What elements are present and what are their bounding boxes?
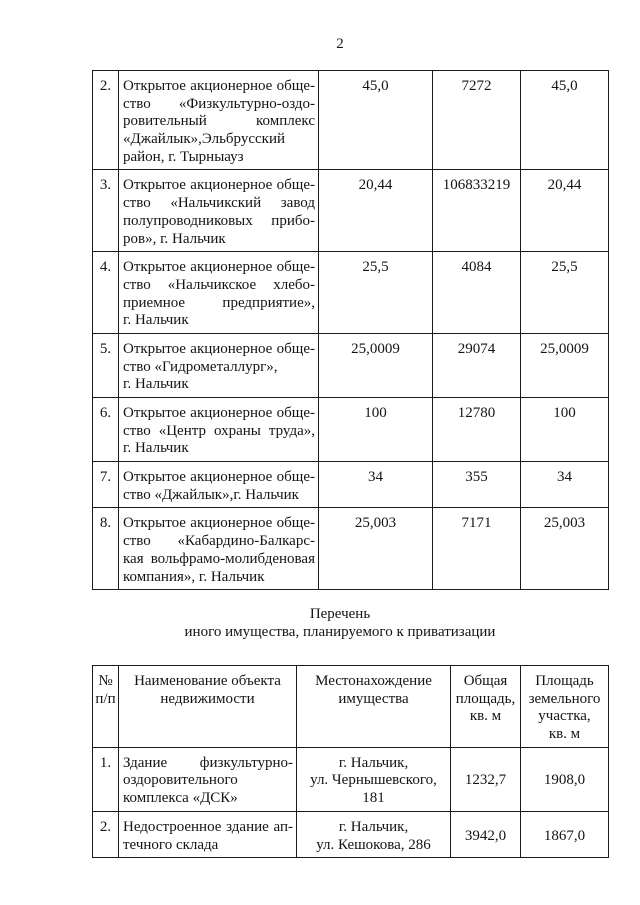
value: 100 xyxy=(364,405,387,421)
value-cell-3 xyxy=(521,398,609,462)
column-header-line: площадь, xyxy=(455,690,516,707)
object-name-cell xyxy=(119,747,297,811)
land-area-cell xyxy=(521,811,609,857)
company-name-cell xyxy=(119,170,319,252)
column-header-line: недвижимости xyxy=(160,690,255,707)
row-number: 5. xyxy=(99,340,112,357)
column-header-line: Общая xyxy=(463,673,508,689)
company-name-line: ство «Центр охраны труда», xyxy=(123,422,315,439)
company-name-cell xyxy=(119,462,319,508)
column-header-line: п/п xyxy=(95,690,116,707)
column-header-line: Наименование объекта xyxy=(134,673,281,689)
value-cell-2 xyxy=(433,398,521,462)
object-name-line: течного склада xyxy=(123,836,219,853)
company-name-line: приемное предприятие», xyxy=(123,294,315,311)
value: 34 xyxy=(368,469,383,486)
value-cell-3 xyxy=(521,333,609,397)
object-name-line: оздоровительного xyxy=(123,772,238,789)
row-number: 1. xyxy=(99,754,112,771)
value: 45,0 xyxy=(551,78,578,94)
company-name-line: г. Нальчик xyxy=(123,312,189,329)
column-header-line: участка, xyxy=(538,708,591,725)
company-name-line: ство «Нальчикское хлебо- xyxy=(123,276,315,293)
value: 34 xyxy=(557,469,572,486)
value: 7272 xyxy=(461,78,492,94)
row-number-cell xyxy=(93,252,119,334)
row-number: 8. xyxy=(99,515,112,532)
value: 7171 xyxy=(461,515,492,532)
row-number-cell xyxy=(93,333,119,397)
row-number-cell xyxy=(93,811,119,857)
table-row xyxy=(93,333,609,397)
row-number: 2. xyxy=(99,818,112,835)
location-cell xyxy=(297,747,451,811)
location-line: г. Нальчик, xyxy=(338,754,409,771)
company-name-line: ровительный комплекс xyxy=(123,113,315,130)
value: 25,5 xyxy=(551,259,578,276)
company-name-line: Открытое акционерное обще- xyxy=(123,259,315,276)
value-cell-3 xyxy=(521,508,609,590)
column-header-total-area xyxy=(451,666,521,748)
value-cell-2 xyxy=(433,71,521,170)
column-header-line: кв. м xyxy=(548,726,581,743)
company-name-cell xyxy=(119,333,319,397)
table-row xyxy=(93,747,609,811)
value: 25,5 xyxy=(362,259,389,276)
list-heading xyxy=(92,606,588,641)
company-name-line: компания», г. Нальчик xyxy=(123,568,265,585)
value-cell-1 xyxy=(319,462,433,508)
value: 100 xyxy=(553,405,576,421)
company-name-line: «Джайлык»,Эльбрусский xyxy=(123,131,286,148)
row-number: 4. xyxy=(99,259,112,276)
company-name-cell xyxy=(119,508,319,590)
column-header-line: Местонахождение xyxy=(315,673,432,689)
value-cell-1 xyxy=(319,71,433,170)
company-name-line: кая вольфрамо-молибденовая xyxy=(123,550,315,567)
row-number-cell xyxy=(93,398,119,462)
company-name-cell xyxy=(119,252,319,334)
companies-table xyxy=(92,70,609,590)
row-number-cell xyxy=(93,71,119,170)
land-area: 1908,0 xyxy=(543,772,586,789)
company-name-line: ство «Кабардино-Балкарс- xyxy=(123,533,315,550)
column-header-line: земельного xyxy=(528,690,601,707)
company-name-line: Открытое акционерное обще- xyxy=(123,515,315,532)
location-cell xyxy=(297,811,451,857)
value-cell-1 xyxy=(319,508,433,590)
value-cell-3 xyxy=(521,71,609,170)
company-name-line: полупроводниковых прибо- xyxy=(123,212,315,229)
location-line: ул. Кешокова, 286 xyxy=(316,836,431,853)
object-name-line: Здание физкультурно- xyxy=(123,754,293,771)
property-table xyxy=(92,665,609,858)
column-header-line: кв. м xyxy=(469,708,502,725)
object-name-line: Недостроенное здание ап- xyxy=(123,818,293,835)
value: 25,003 xyxy=(354,515,397,532)
company-name-line: г. Нальчик xyxy=(123,440,189,457)
property-table-body xyxy=(93,747,609,857)
table-row xyxy=(93,170,609,252)
value: 25,003 xyxy=(543,515,586,532)
column-header-line: № xyxy=(98,673,113,689)
table-row xyxy=(93,252,609,334)
value-cell-2 xyxy=(433,252,521,334)
table-row xyxy=(93,811,609,857)
column-header-object-name xyxy=(119,666,297,748)
header-row xyxy=(93,666,609,748)
list-heading-title: Перечень xyxy=(309,606,371,622)
company-name-line: ство «Физкультурно-оздо- xyxy=(123,95,315,112)
total-area: 1232,7 xyxy=(464,772,507,789)
value-cell-2 xyxy=(433,170,521,252)
company-name-cell xyxy=(119,398,319,462)
company-name-line: г. Нальчик xyxy=(123,376,189,393)
row-number-cell xyxy=(93,170,119,252)
page-number: 2 xyxy=(336,36,344,52)
company-name-line: ство «Нальчикский завод xyxy=(123,195,315,212)
value-cell-1 xyxy=(319,252,433,334)
value: 25,0009 xyxy=(351,340,400,357)
company-name-line: Открытое акционерное обще- xyxy=(123,469,315,486)
column-header-line: Площадь xyxy=(535,673,594,689)
value: 25,0009 xyxy=(540,340,589,357)
value-cell-2 xyxy=(433,462,521,508)
value: 20,44 xyxy=(358,177,393,194)
company-name-cell xyxy=(119,71,319,170)
company-name-line: Открытое акционерное обще- xyxy=(123,405,315,421)
row-number: 3. xyxy=(99,177,112,194)
column-header-number xyxy=(93,666,119,748)
value-cell-2 xyxy=(433,508,521,590)
object-name-cell xyxy=(119,811,297,857)
company-name-line: ство «Гидрометаллург», xyxy=(123,358,278,375)
value: 29074 xyxy=(457,340,496,357)
location-line: г. Нальчик, xyxy=(338,818,409,835)
row-number-cell xyxy=(93,508,119,590)
value: 12780 xyxy=(457,405,496,421)
column-header-land-area xyxy=(521,666,609,748)
company-name-line: район, г. Тырныауз xyxy=(123,148,244,165)
value: 106833219 xyxy=(442,177,511,194)
value-cell-2 xyxy=(433,333,521,397)
total-area-cell xyxy=(451,747,521,811)
company-name-line: Открытое акционерное обще- xyxy=(123,340,315,357)
value-cell-1 xyxy=(319,333,433,397)
company-name-line: ство «Джайлык»,г. Нальчик xyxy=(123,486,299,503)
row-number-cell xyxy=(93,747,119,811)
value: 355 xyxy=(465,469,488,486)
land-area: 1867,0 xyxy=(543,827,586,844)
column-header-location xyxy=(297,666,451,748)
list-heading-subtitle: иного имущества, планируемого к приватизации xyxy=(184,623,496,640)
value-cell-3 xyxy=(521,252,609,334)
value-cell-1 xyxy=(319,398,433,462)
total-area: 3942,0 xyxy=(464,827,507,844)
value-cell-1 xyxy=(319,170,433,252)
row-number-cell xyxy=(93,462,119,508)
value: 20,44 xyxy=(547,177,582,194)
value: 45,0 xyxy=(362,78,389,94)
object-name-line: комплекса «ДСК» xyxy=(123,790,238,807)
location-line: ул. Чернышевского, xyxy=(310,772,437,789)
property-table-head xyxy=(93,666,609,748)
companies-table-body xyxy=(93,71,609,590)
company-name-line: ров», г. Нальчик xyxy=(123,230,226,247)
company-name-line: Открытое акционерное обще- xyxy=(123,177,315,194)
value-cell-3 xyxy=(521,462,609,508)
row-number: 6. xyxy=(99,405,112,421)
table-row xyxy=(93,508,609,590)
land-area-cell xyxy=(521,747,609,811)
value-cell-3 xyxy=(521,170,609,252)
value: 4084 xyxy=(461,259,492,276)
column-header-line: имущества xyxy=(338,690,409,707)
row-number: 2. xyxy=(99,78,112,94)
row-number: 7. xyxy=(99,469,112,486)
location-line: 181 xyxy=(362,790,385,807)
table-row xyxy=(93,462,609,508)
table-row xyxy=(93,71,609,170)
table-row xyxy=(93,398,609,462)
total-area-cell xyxy=(451,811,521,857)
company-name-line: Открытое акционерное обще- xyxy=(123,78,315,94)
